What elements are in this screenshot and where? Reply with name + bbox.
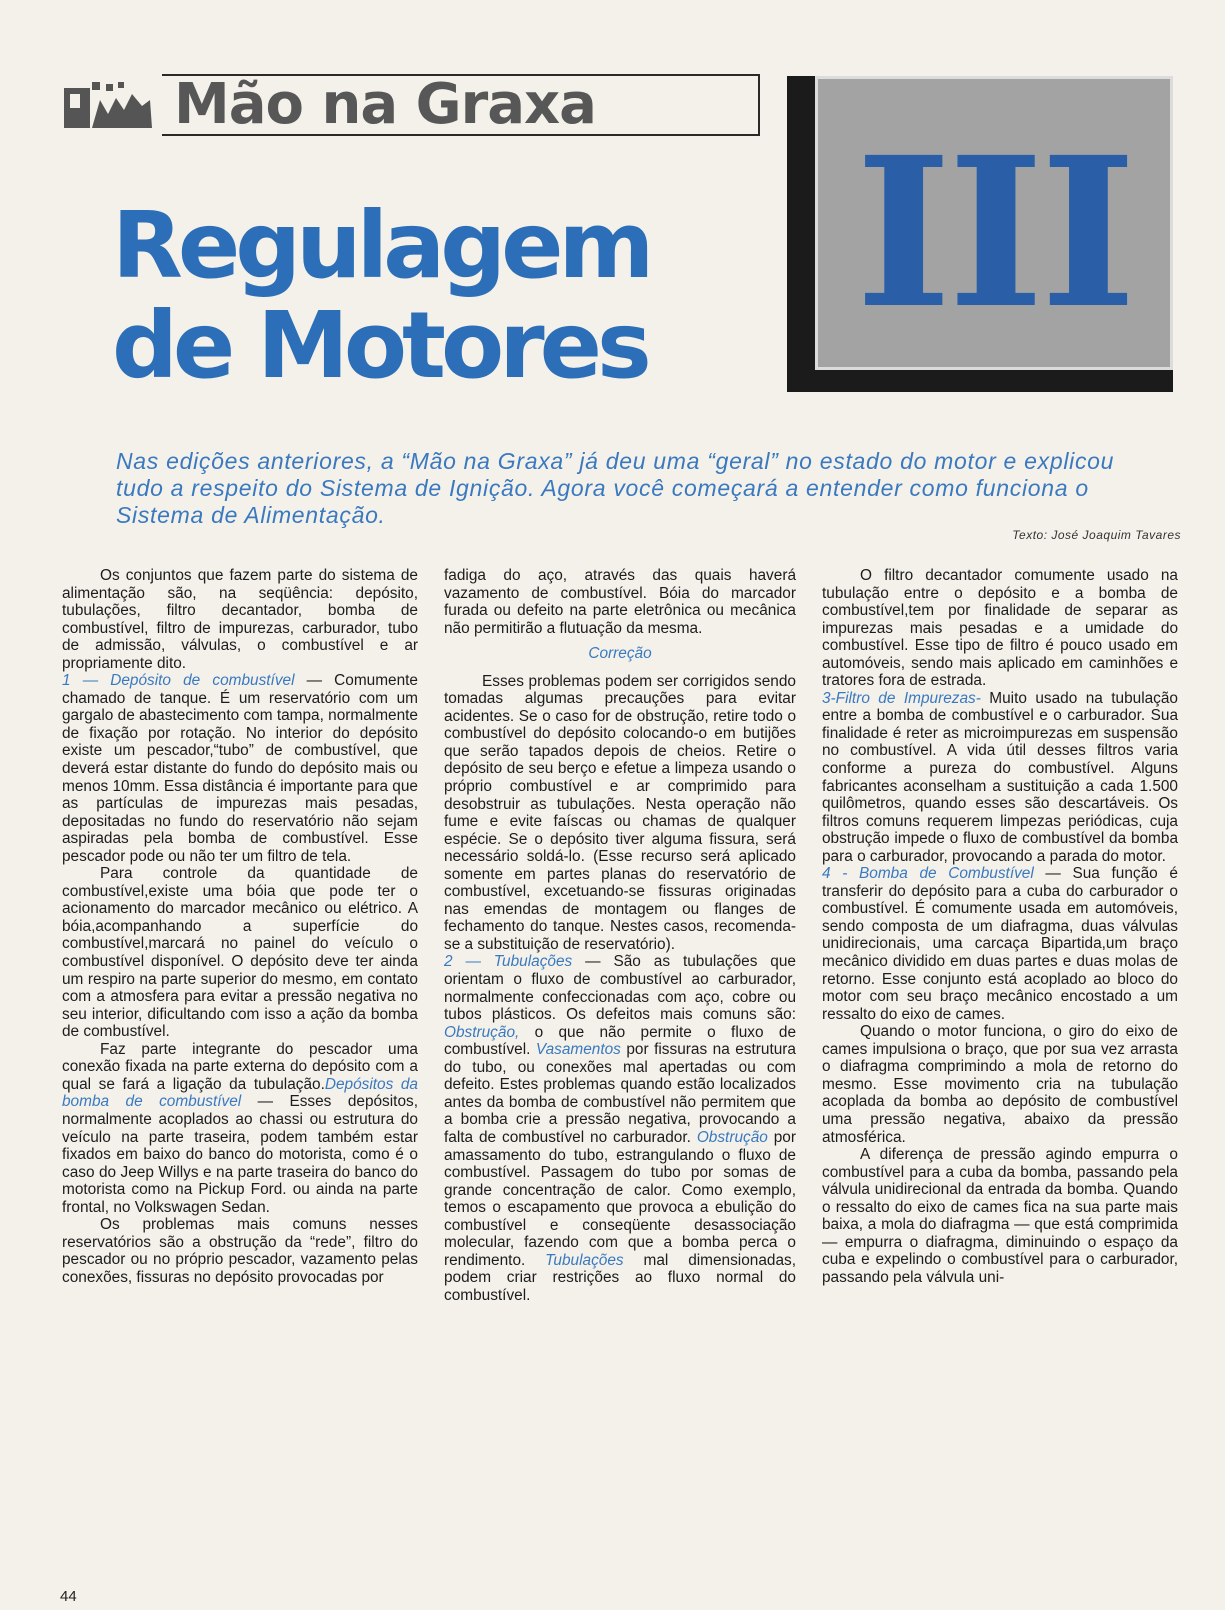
paragraph-text: — Esses depósitos, normalmente acoplados ao chassi ou estrutura do veículo na parte traseira, podem também estar fixados em baixo do banco do motorista, como é o caso do Jeep Willys e na parte traseira do banco do motorista como na Pickup Ford. ou ainda na parte frontal, no Volkswagen Sedan. [62, 1093, 418, 1216]
paragraph-text: Faz parte integrante do pescador uma conexão fixada na parte externa do depósito com a qual se fará a ligação da tubulação. [62, 1040, 418, 1093]
section-number: 4 - [822, 865, 860, 883]
paragraph-depositos-bomba [62, 1041, 418, 1216]
paragraph-text: por fissuras na estrutura do tubo, ou conexões mal apertadas ou com defeito. Estes problemas quando estão localizados antes da bomba de combustível não permitem que a bomba crie a pressão negativa, provocando a falta de combustível no carburador. [444, 1041, 796, 1146]
term-obstrucao-2: Obstrução [696, 1128, 768, 1146]
paragraph: A diferença de pressão agindo empurra o combustível para a cuba da bomba, passando pela válvula unidirecional da entrada da bomba. Quando o ressalto do eixo de cames fica na sua parte mais baixa, a mola do diafragma — que está comprimida — empurra o diafragma, diminuindo o espaço da cuba e expelindo o combustível para o carburador, passando pela válvula uni- [822, 1146, 1178, 1286]
section-heading-deposito: Depósito de combustível [110, 672, 295, 690]
paragraph-text: — Sua função é transferir do depósito para a cuba do carburador o combustível. É comumente usada em automóveis, sendo composta de um diafragma, duas válvulas unidirecionais, uma carcaça Bipartida,um braço mecânico dividido em duas partes e duas molas de retorno. Esse conjunto está acoplado ao bloco do motor com seu braço mecânico encostado a um ressalto do eixo de cames. [822, 865, 1178, 1023]
paragraph-filtro-impurezas [822, 690, 1178, 865]
paragraph-text: o que não permite o fluxo de combustível. [444, 1023, 796, 1059]
term-vasamentos: Vasamentos [535, 1041, 621, 1059]
paragraph: Quando o motor funciona, o giro do eixo de cames impulsiona o braço, que por sua vez arrasta o diafragma comprimindo a mola de retorno do mesmo. Esse movimento cria na tubulação acoplada da bomba ao depósito de combustível uma pressão negativa, abaixo da pressão atmosférica. [822, 1023, 1178, 1146]
paragraph-text: Muito usado na tubulação entre a bomba de combustível e o carburador. Sua finalidade é reter as microimpurezas em suspensão no combustível. A vida útil desses filtros varia conforme a pureza do combustível. Alguns fabricantes aconselham a sustituição a cada 1.500 quilômetros, quando esses são descartáveis. Os filtros comuns requerem limpezas periódicas, cuja obstrução impede o fluxo de combustível da bomba para o carburador, provocando a parada do motor. [822, 689, 1178, 865]
paragraph-text: por amassamento do tubo, estrangulando o fluxo de combustível. Passagem do tubo por somas de grande concentração de calor. Como exemplo, temos o escapamento que provoca a ebulição do combustível e conseqüente desassociação molecular, fazendo com que a bomba perca o rendimento. [444, 1128, 796, 1269]
term-obstrucao: Obstrução, [444, 1023, 520, 1041]
paragraph-deposito [62, 672, 418, 865]
part-number-panel [787, 76, 1173, 392]
paragraph-tubulacoes [444, 953, 796, 1304]
article-title-line-1: Regulagem [112, 192, 650, 299]
text-column-3 [822, 567, 1178, 1286]
part-number: III [855, 112, 1133, 354]
term-tubulacoes: Tubulações [545, 1251, 624, 1269]
paragraph: fadiga do aço, através das quais haverá vazamento de combustível. Bóia do marcador furada ou defeito na parte eletrônica ou mecânica não permitirão a flutuação da mesma. [444, 567, 796, 637]
wrench-logo-icon [62, 80, 154, 132]
paragraph: Para controle da quantidade de combustível,existe uma bóia que pode ter o acionamento do marcador mecânico ou elétrico. A bóia,acompanhando a superfície do combustível,marcará no painel do veículo o combustível disponível. O depósito deve ter ainda um respiro na parte superior do mesmo, em contato com a atmosfera para evitar a pressão negativa no seu interior, dificultando com isso a ação da bomba de combustível. [62, 865, 418, 1041]
paragraph: O filtro decantador comumente usado na tubulação entre o depósito e a bomba de combustível,tem por finalidade de separar as impurezas mais pesadas e a umidade do combustível. Esse tipo de filtro é pouco usado em automóveis, sendo mais aplicado em caminhões e tratores fora de estrada. [822, 567, 1178, 690]
text-column-1 [62, 567, 418, 1286]
text-column-2 [444, 567, 796, 1304]
article-title-line-2: de Motores [112, 292, 647, 399]
section-masthead [62, 72, 762, 140]
part-number-inner [815, 76, 1173, 370]
section-number: 2 — [444, 953, 494, 971]
paragraph-text: mal dimensionadas, podem criar restrições ao fluxo normal do combustível. [444, 1251, 796, 1304]
author-byline: Texto: José Joaquim Tavares [1012, 528, 1181, 542]
section-heading-depositos-bomba: Depósitos da bomba de combustível [62, 1075, 418, 1111]
paragraph: Os conjuntos que fazem parte do sistema de alimentação são, na seqüência: depósito, tubulações, filtro decantador, bomba de combustível, filtro de impurezas, carburador, tubo de admissão, válvulas, o combustível e ar propriamente dito. [62, 567, 418, 672]
paragraph: Os problemas mais comuns nesses reservatórios são a obstrução da “rede”, filtro do pescador ou no próprio pescador, vazamento pelas conexões, fissuras no depósito provocadas por [62, 1216, 418, 1286]
paragraph-bomba [822, 865, 1178, 1023]
article-lead: Nas edições anteriores, a “Mão na Graxa” já deu uma “geral” no estado do motor e explicou tudo a respeito do Sistema de Ignição. Agora você começará a entender como funciona o Sistema de Alimentação. [116, 448, 1115, 528]
paragraph-text: — Comumente chamado de tanque. É um reservatório com um gargalo de abastecimento com tampa, normalmente de fixação por rotação. No interior do depósito existe um pescador,“tubo” de combustível, que deverá estar distante do fundo do depósito mais ou menos 10mm. Essa distância é importante para que as partículas de impurezas mais pesadas, depositadas no fundo do reservatório não sejam aspiradas pela bomba de combustível. Esse pescador pode ou não ter um filtro de tela. [62, 672, 418, 865]
article-title [112, 192, 650, 399]
section-heading-filtro-impurezas: 3-Filtro de Impurezas- [822, 689, 981, 707]
paragraph-text: — São as tubulações que orientam o fluxo de combustível ao carburador, normalmente confeccionadas com aço, cobre ou tubos plásticos. Os defeitos mais comuns são: [444, 953, 796, 1024]
section-heading-bomba: Bomba de Combustível [859, 865, 1034, 883]
page-number: 44 [60, 1588, 77, 1605]
section-title: Mão na Graxa [174, 72, 596, 137]
section-number: 1 — [62, 672, 111, 690]
section-heading-tubulacoes: Tubulações [493, 953, 573, 971]
paragraph: Esses problemas podem ser corrigidos sendo tomadas algumas precauções para evitar acidentes. Se o caso for de obstrução, retire todo o combustível do depósito colocando-o em butijões que serão tapados depois de cheios. Retire o depósito de seu berço e efetue a limpeza usando o próprio combustível e ar comprimido para desobstruir as tubulações. Nesta operação não fume e evite faíscas ou chamas de qualquer espécie. Se o depósito tiver alguma fissura, será necessário soldá-lo. (Esse recurso será aplicado somente em partes planas do reservatório de combustível, excetuando-se fissuras originadas nas emendas de montagem ou flanges de fechamento do tanque. Nestes casos, recomenda-se a substituição de reservatório). [444, 672, 796, 953]
subheading-correcao: Correção [588, 645, 652, 663]
